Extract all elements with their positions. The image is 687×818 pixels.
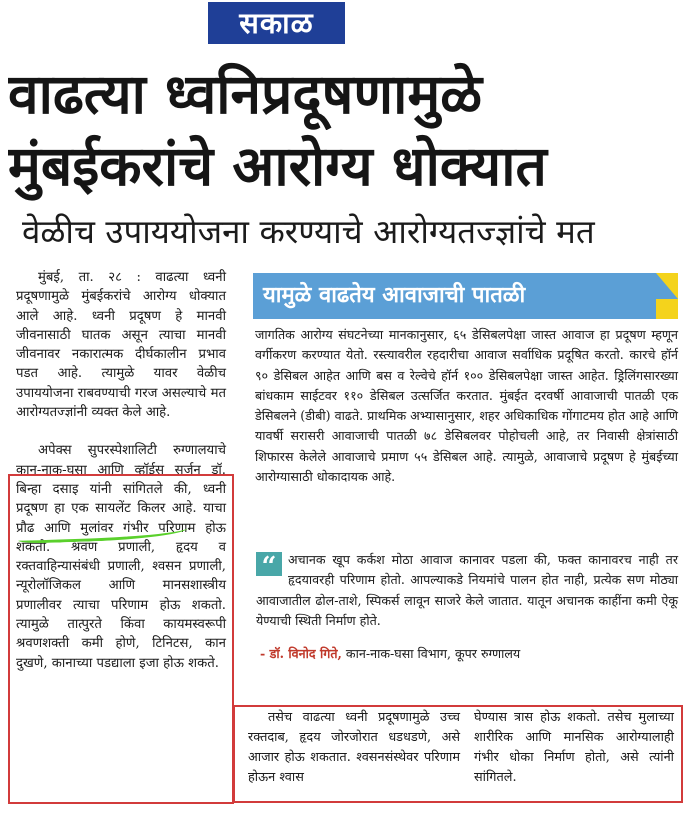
subheadline: वेळीच उपाययोजना करण्याचे आरोग्यतज्ज्ञांचे मत bbox=[22, 212, 595, 251]
sidebar-banner-title: यामुळे वाढतेय आवाजाची पातळी bbox=[263, 283, 526, 308]
newspaper-logo: सकाळ bbox=[208, 2, 345, 44]
article-intro-paragraph: मुंबई, ता. २८ : वाढत्या ध्वनी प्रदूषणामुळे मुंबईकरांचे आरोग्य धोक्यात आले आहे. ध्वनी प्रदूषण हे मानवी जीवनासाठी घातक असून त्याचा मानवी जीवनावर नकारात्मक दीर्घकालीन प्रभाव पडत आहे. त्यामुळे यावर वेळीच उपाययोजना राबवण्याची गरज असल्याचे मत आरोग्यतज्ज्ञांनी व्यक्त केले आहे. bbox=[16, 270, 226, 421]
article-continuation-col-2: घेण्यास त्रास होऊ शकतो. तसेच मुलाच्या शारीरिक आणि मानसिक आरोग्यालाही गंभीर धोका निर्माण होतो, असे त्यांनी सांगितले. bbox=[474, 710, 674, 785]
sidebar-info-text: जागतिक आरोग्य संघटनेच्या मानकानुसार, ६५ डेसिबलपेक्षा जास्त आवाज हा प्रदूषण म्हणून वर्गीकरण करण्यात येतो. रस्त्यावरील रहदारीचा आवाज सर्वाधिक प्रदूषित करतो. कारचे हॉर्न ९० डेसिबल आहेत आणि बस व रेल्वेचे हॉर्न १०० डेसिबलपेक्षा जास्त आहेत. ड्रिलिंगसारख्या बांधकाम साईटवर ११० डेसिबल उत्सर्जित करतात. मुंबईत दरवर्षी आवाजाची पातळी एक डेसिबलने (डीबी) वाढते. प्राथमिक अभ्यासानुसार, शहर अधिकाधिक गोंगाटमय होत आहे आणि यावर्षी सरासरी आवाजाची पातळी ७८ डेसिबलवर पोहोचली आहे, तर निवासी क्षेत्रांसाठी शिफारस केलेले आवाजाचे प्रमाण ५५ डेसिबल आहे. त्यामुळे, आवाजाचे प्रदूषण हे मुंबईच्या आरोग्यासाठी धोकादायक आहे. bbox=[255, 327, 678, 485]
doctor-statement-paragraph: अपेक्स सुपरस्पेशालिटी रुग्णालयाचे कान-नाक-घसा आणि व्हॉईस सर्जन डॉ. बिन्हा दसाइ यांनी सांगितले की, ध्वनी प्रदूषण हा एक सायलेंट किलर आहे. याचा प्रौढ आणि मुलांवर गंभीर परिणाम होऊ शकतो. श्रवण प्रणाली, हृदय व रक्तवाहिन्यासंबंधी प्रणाली, श्वसन प्रणाली, न्यूरोलॉजिकल आणि मानसशास्त्रीय प्रणालीवर त्याचा परिणाम होऊ शकतो. त्यामुळे तात्पुरते किंवा कायमस्वरूपी श्रवणशक्ती कमी होणे, टिनिटस, कान दुखणे, कानाच्या पडद्याला इजा होऊ शकते. bbox=[16, 443, 226, 671]
quote-attribution bbox=[260, 645, 680, 663]
article-continuation-col-1: तसेच वाढत्या ध्वनी प्रदूषणामुळे उच्च रक्तदाब, हृदय जोरजोरात धडधडणे, असे आजार होऊ शकतात. श्वसनसंस्थेवर परिणाम होऊन श्वास bbox=[248, 710, 460, 785]
banner-corner-fold bbox=[656, 273, 678, 299]
quote-icon: “ bbox=[256, 552, 282, 576]
quote-author-name: - डॉ. विनोद गिते, bbox=[260, 646, 342, 661]
doctor-quote-text: अचानक खूप कर्कश मोठा आवाज कानावर पडला की, फक्त कानावरच नाही तर हृदयावरही परिणाम होतो. आपल्याकडे नियमांचे पालन होत नाही, प्रत्येक सण मोठ्या आवाजातील ढोल-ताशे, स्पिकर्स लावून साजरे केले जातात. यातून अचानक काहींना कमी ऐकू येण्याची स्थिती निर्माण होते. bbox=[256, 552, 678, 628]
highlight-box-left bbox=[8, 474, 234, 804]
banner-corner-strip bbox=[656, 299, 678, 319]
doctor-quote bbox=[256, 550, 678, 631]
sidebar-banner bbox=[253, 273, 678, 319]
quote-author-affiliation: कान-नाक-घसा विभाग, कूपर रुग्णालय bbox=[345, 646, 521, 661]
headline-line-1: वाढत्या ध्वनिप्रदूषणामुळे bbox=[8, 62, 483, 126]
headline-line-2: मुंबईकरांचे आरोग्य धोक्यात bbox=[8, 134, 547, 198]
